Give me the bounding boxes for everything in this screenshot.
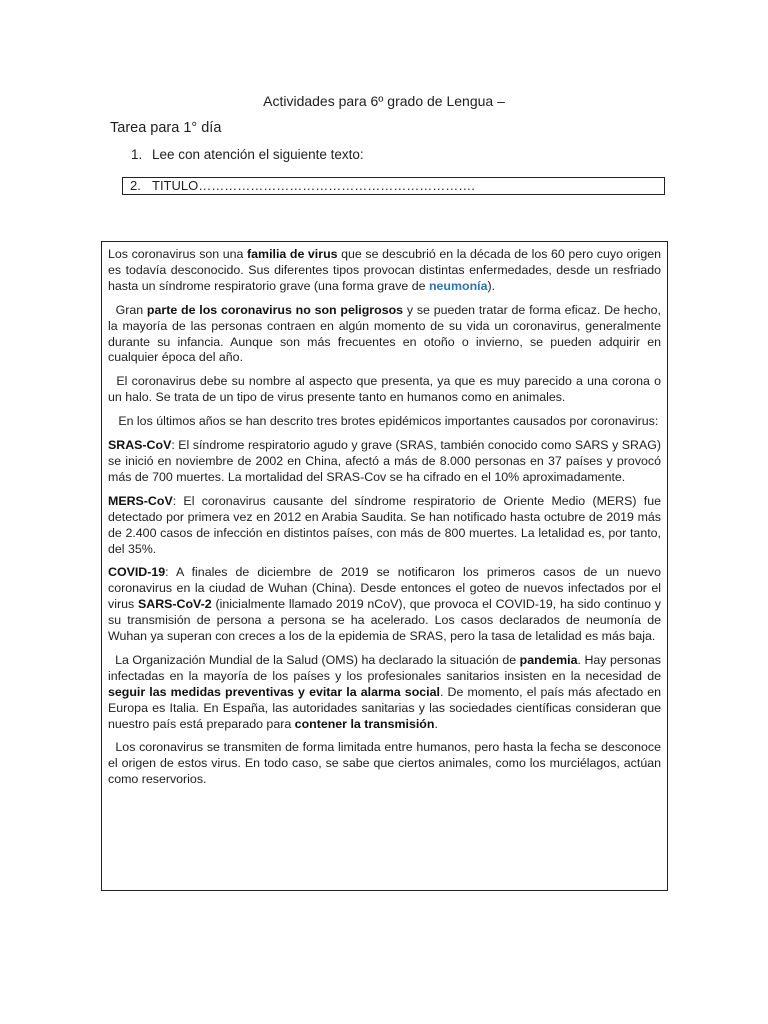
- p6-text: : El coronavirus causante del síndrome respiratorio de Oriente Medio (MERS) fue detectado por primera vez en 2012 en Arabia Saudita. Se han notificado hasta octubre de 2019 más de 2.400 casos de infección en distintos países, con más de 800 muertes. La letalidad es, por tanto, del 35%.: [108, 493, 661, 556]
- article-paragraph-2: [108, 303, 661, 367]
- article-paragraph-7: [108, 565, 661, 645]
- article-paragraph-4: [108, 414, 661, 430]
- p8-bold-pandemia: pandemia: [519, 652, 578, 667]
- p7-bold-sars-cov-2: SARS-CoV-2: [137, 597, 212, 612]
- instruction-item: [131, 146, 364, 164]
- p2-bold: parte de los coronavirus no son peligrosos: [146, 302, 404, 317]
- p1-text-3: ).: [487, 278, 496, 293]
- p8-text-2: . Hay personas infectadas en la mayoría de los países y los profesionales sanitarios insisten en la necesidad de: [108, 652, 661, 683]
- title-line-text: TITULO……………………………………………………….: [152, 178, 475, 193]
- p3-text: El coronavirus debe su nombre al aspecto que presenta, ya que es muy parecido a una corona o un halo. Se trata de un tipo de virus presente tanto en humanos como en animales.: [108, 374, 661, 405]
- p7-bold-covid-19: COVID-19: [108, 565, 166, 580]
- p2-text: Gran: [115, 302, 147, 317]
- p2-text-2: y se pueden tratar de forma eficaz. De hecho, la mayoría de las personas contraen en algún momento de su vida un coronavirus, generalmente durante su infancia. Aunque son más frecuentes en otoño o invierno, se pueden adquirir en cualquier época del año.: [108, 302, 661, 365]
- p6-bold-mers-cov: MERS-CoV: [108, 493, 173, 508]
- title-line-number: 2.: [130, 178, 141, 193]
- p8-text: La Organización Mundial de la Salud (OMS) ha declarado la situación de: [115, 652, 520, 667]
- p7-text-2: (inicialmente llamado 2019 nCoV), que provoca el COVID-19, ha sido continuo y su transmisión de persona a persona se ha acelerado. Los casos declarados de neumonía de Wuhan ya superan con creces a los de la epidemia de SRAS, pero la tasa de letalidad es más baja.: [108, 597, 661, 644]
- p8-bold-medidas: seguir las medidas preventivas y evitar la alarma social: [108, 684, 440, 699]
- p1-highlight-neumonia: neumonía: [428, 278, 488, 293]
- article-box: [101, 241, 668, 891]
- p5-text: : El síndrome respiratorio agudo y grave (SRAS, también conocido como SARS y SRAG) se inició en noviembre de 2002 en China, afectó a más de 8.000 personas en 37 países y provocó más de 700 muertes. La mortalidad del SRAS-Cov se ha cifrado en el 10% aproximadamente.: [108, 438, 661, 484]
- p7-text: : A finales de diciembre de 2019 se notificaron los primeros casos de un nuevo coronavirus en la ciudad de Wuhan (China). Desde entonces el goteo de nuevos infectados por el virus: [108, 565, 661, 612]
- article-paragraph-6: [108, 494, 661, 558]
- p1-text: Los coronavirus son una: [108, 247, 248, 261]
- article-paragraph-1: [108, 247, 661, 295]
- article-paragraph-9: [108, 740, 661, 788]
- p1-bold-familia-de-virus: familia de virus: [247, 247, 338, 261]
- task-heading: Tarea para 1° día: [110, 120, 222, 136]
- instruction-text: Lee con atención el siguiente texto:: [152, 147, 364, 162]
- p8-bold-contener: contener la transmisión: [294, 716, 435, 731]
- article-paragraph-8: [108, 653, 661, 733]
- page-title: Actividades para 6º grado de Lengua –: [263, 93, 505, 109]
- p8-text-4: .: [434, 716, 438, 731]
- p9-text: Los coronavirus se transmiten de forma limitada entre humanos, pero hasta la fecha se desconoce el origen de estos virus. En todo caso, se sabe que ciertos animales, como los murciélagos, actúan como reservorios.: [108, 740, 662, 787]
- p5-bold-sras-cov: SRAS-CoV: [108, 438, 172, 453]
- p8-text-3: . De momento, el país más afectado en Europa es Italia. En España, las autoridades sanitarias y las sociedades científicas consideran que nuestro país está preparado para: [108, 684, 662, 731]
- article-paragraph-5: [108, 438, 661, 486]
- title-line-box: [122, 177, 665, 195]
- instruction-number: 1.: [131, 147, 143, 162]
- article-paragraph-3: [108, 374, 661, 406]
- p1-text-2: que se descubrió en la década de los 60 pero cuyo origen es todavía desconocido. Sus diferentes tipos provocan distintas enfermedades, desde un resfriado hasta un síndrome respiratorio grave (una forma grave de: [108, 247, 661, 293]
- p4-text: En los últimos años se han descrito tres brotes epidémicos importantes causados por coronavirus:: [118, 414, 659, 429]
